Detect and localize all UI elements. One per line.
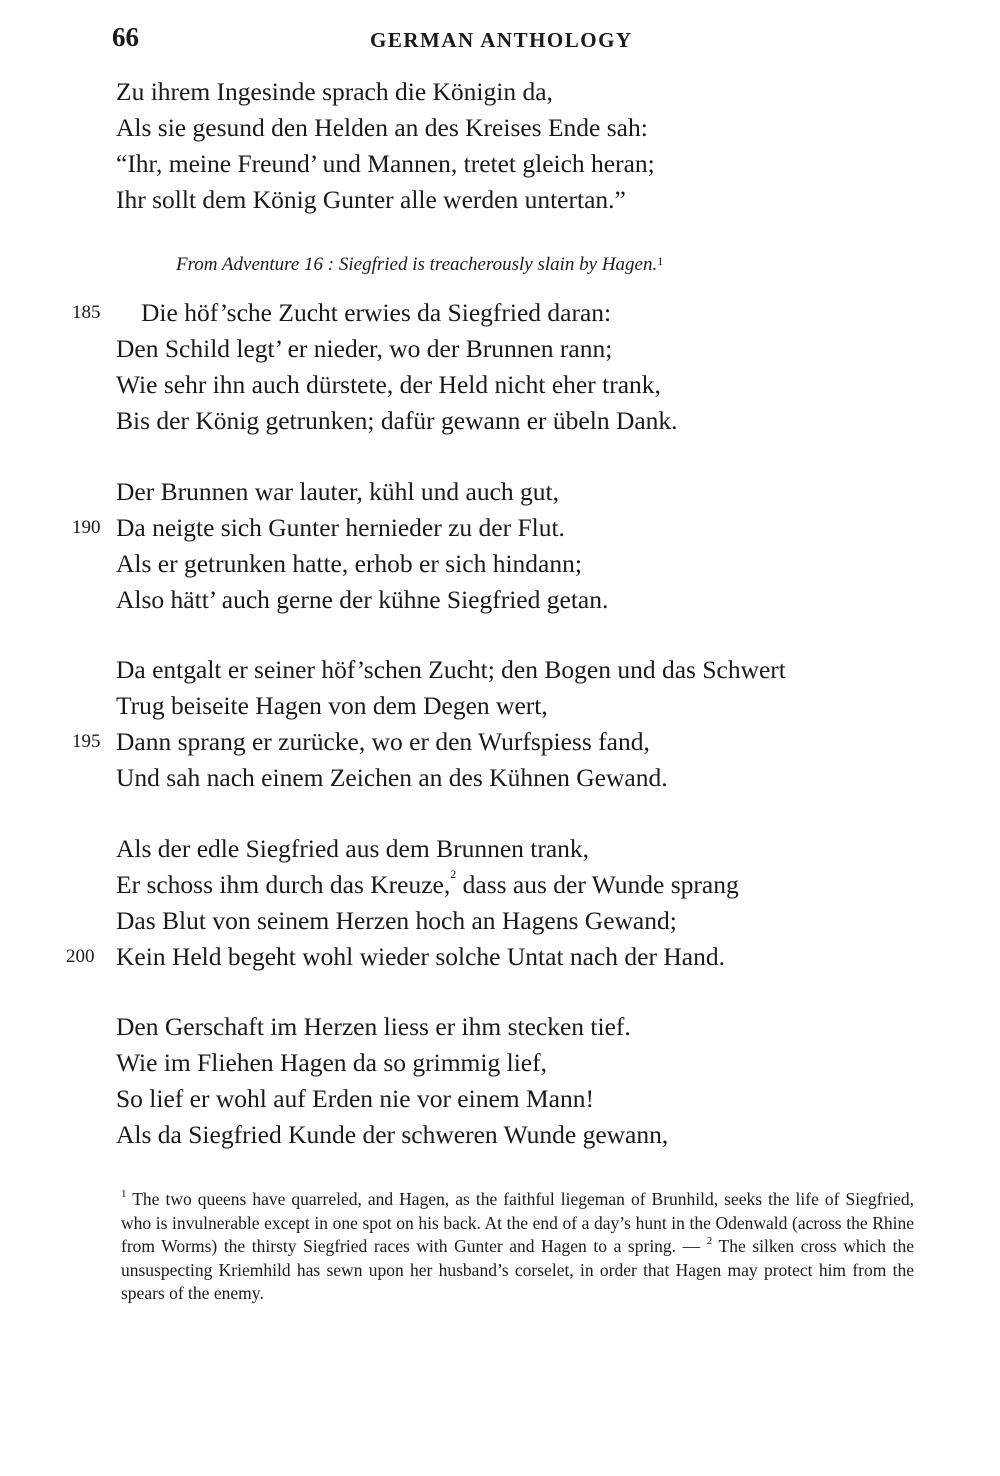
stanza-5 — [0, 1009, 1000, 1153]
verse-line — [0, 295, 1000, 331]
verse-text: Das Blut von seinem Herzen hoch an Hagens Gewand; — [116, 906, 677, 935]
verse-text: Der Brunnen war lauter, kühl und auch gut, — [116, 477, 559, 506]
stanza-1 — [0, 295, 1000, 439]
verse-line — [0, 903, 1000, 939]
verse-line — [0, 367, 1000, 403]
verse-text: Als der edle Siegfried aus dem Brunnen trank, — [116, 834, 590, 863]
verse-line — [0, 546, 1000, 582]
verse-line — [0, 474, 1000, 510]
verse-text: Den Schild legt’ er nieder, wo der Brunnen rann; — [116, 334, 613, 363]
verse-line — [0, 110, 1000, 146]
verse-line — [0, 582, 1000, 618]
verse-text: Und sah nach einem Zeichen an des Kühnen Gewand. — [116, 763, 668, 792]
verse-text-part: dass aus der Wunde sprang — [456, 870, 739, 899]
line-number: 200 — [66, 946, 95, 967]
verse-text: “Ihr, meine Freund’ und Mannen, tretet gleich heran; — [116, 149, 655, 178]
footnote-text: The two queens have quarreled, and Hagen, as the faithful liegeman of Brunhild, seeks the life of Siegfried, who is invulnerable except in one spot on his back. At the end of a day’s hunt in the Odenwald (across the Rhine from Worms) the thirsty Siegfried races with Gunter and Hagen to a spring. — — [121, 1189, 914, 1257]
verse-text: Trug beiseite Hagen von dem Degen wert, — [116, 691, 548, 720]
verse-line — [0, 510, 1000, 546]
verse-line — [0, 652, 1000, 688]
verse-line — [0, 1045, 1000, 1081]
verse-line — [0, 1009, 1000, 1045]
footnotes — [121, 1188, 914, 1306]
verse-text: Wie im Fliehen Hagen da so grimmig lief, — [116, 1048, 547, 1077]
verse-text: Ihr sollt dem König Gunter alle werden untertan.” — [116, 185, 626, 214]
page-number: 66 — [112, 22, 139, 52]
verse-line — [0, 403, 1000, 439]
verse-line — [0, 1081, 1000, 1117]
verse-text-part: Er schoss ihm durch das Kreuze, — [116, 870, 451, 899]
stanza-4 — [0, 831, 1000, 975]
verse-text: Also hätt’ auch gerne der kühne Siegfried getan. — [116, 585, 609, 614]
footnote-mark: 1 — [121, 1188, 127, 1200]
verse-text: Als sie gesund den Helden an des Kreises Ende sah: — [116, 113, 648, 142]
verse-text: Als er getrunken hatte, erhob er sich hindann; — [116, 549, 582, 578]
verse-text: Kein Held begeht wohl wieder solche Untat nach der Hand. — [116, 942, 725, 971]
footnote-ref: 1 — [657, 254, 664, 268]
verse-line — [0, 939, 1000, 975]
verse-text: Bis der König getrunken; dafür gewann er übeln Dank. — [116, 406, 678, 435]
verse-line — [0, 831, 1000, 867]
line-number: 190 — [72, 517, 101, 538]
verse-text: Da neigte sich Gunter hernieder zu der Flut. — [116, 513, 565, 542]
verse-line — [0, 688, 1000, 724]
verse-text: Wie sehr ihn auch dürstete, der Held nicht eher trank, — [116, 370, 661, 399]
verse-line — [0, 867, 1000, 903]
verse-text: Als da Siegfried Kunde der schweren Wunde gewann, — [116, 1120, 669, 1149]
footnote-ref: 2 — [450, 867, 457, 881]
stanza-2 — [0, 474, 1000, 618]
footnote-mark: 2 — [706, 1235, 713, 1248]
footnote-text: The silken cross which the unsuspecting Kriemhild has sewn upon her husband’s corselet, in order that Hagen may protect him from the spears of the enemy. — [121, 1236, 915, 1304]
stanza-3 — [0, 652, 1000, 796]
running-head: GERMAN ANTHOLOGY — [370, 28, 633, 52]
line-number: 185 — [72, 302, 101, 323]
verse-text: Zu ihrem Ingesinde sprach die Königin da, — [116, 77, 553, 106]
verse-text: Den Gerschaft im Herzen liess er ihm stecken tief. — [116, 1012, 631, 1041]
verse-line — [0, 331, 1000, 367]
verse-text: Da entgalt er seiner höf’schen Zucht; den Bogen und das Schwert — [116, 655, 786, 684]
caption-text: From Adventure 16 : Siegfried is treacherously slain by Hagen. — [176, 254, 658, 275]
line-number: 195 — [72, 731, 101, 752]
verse-text: Die höf’sche Zucht erwies da Siegfried daran: — [141, 298, 612, 327]
verse-text: Dann sprang er zurücke, wo er den Wurfspiess fand, — [116, 727, 650, 756]
verse-line — [0, 74, 1000, 110]
stanza-opening — [0, 74, 1000, 218]
verse-text — [116, 867, 739, 903]
verse-line — [0, 182, 1000, 218]
section-caption — [176, 254, 663, 276]
verse-line — [0, 146, 1000, 182]
verse-line — [0, 1117, 1000, 1153]
verse-line — [0, 760, 1000, 796]
verse-line — [0, 724, 1000, 760]
verse-text: So lief er wohl auf Erden nie vor einem Mann! — [116, 1084, 594, 1113]
